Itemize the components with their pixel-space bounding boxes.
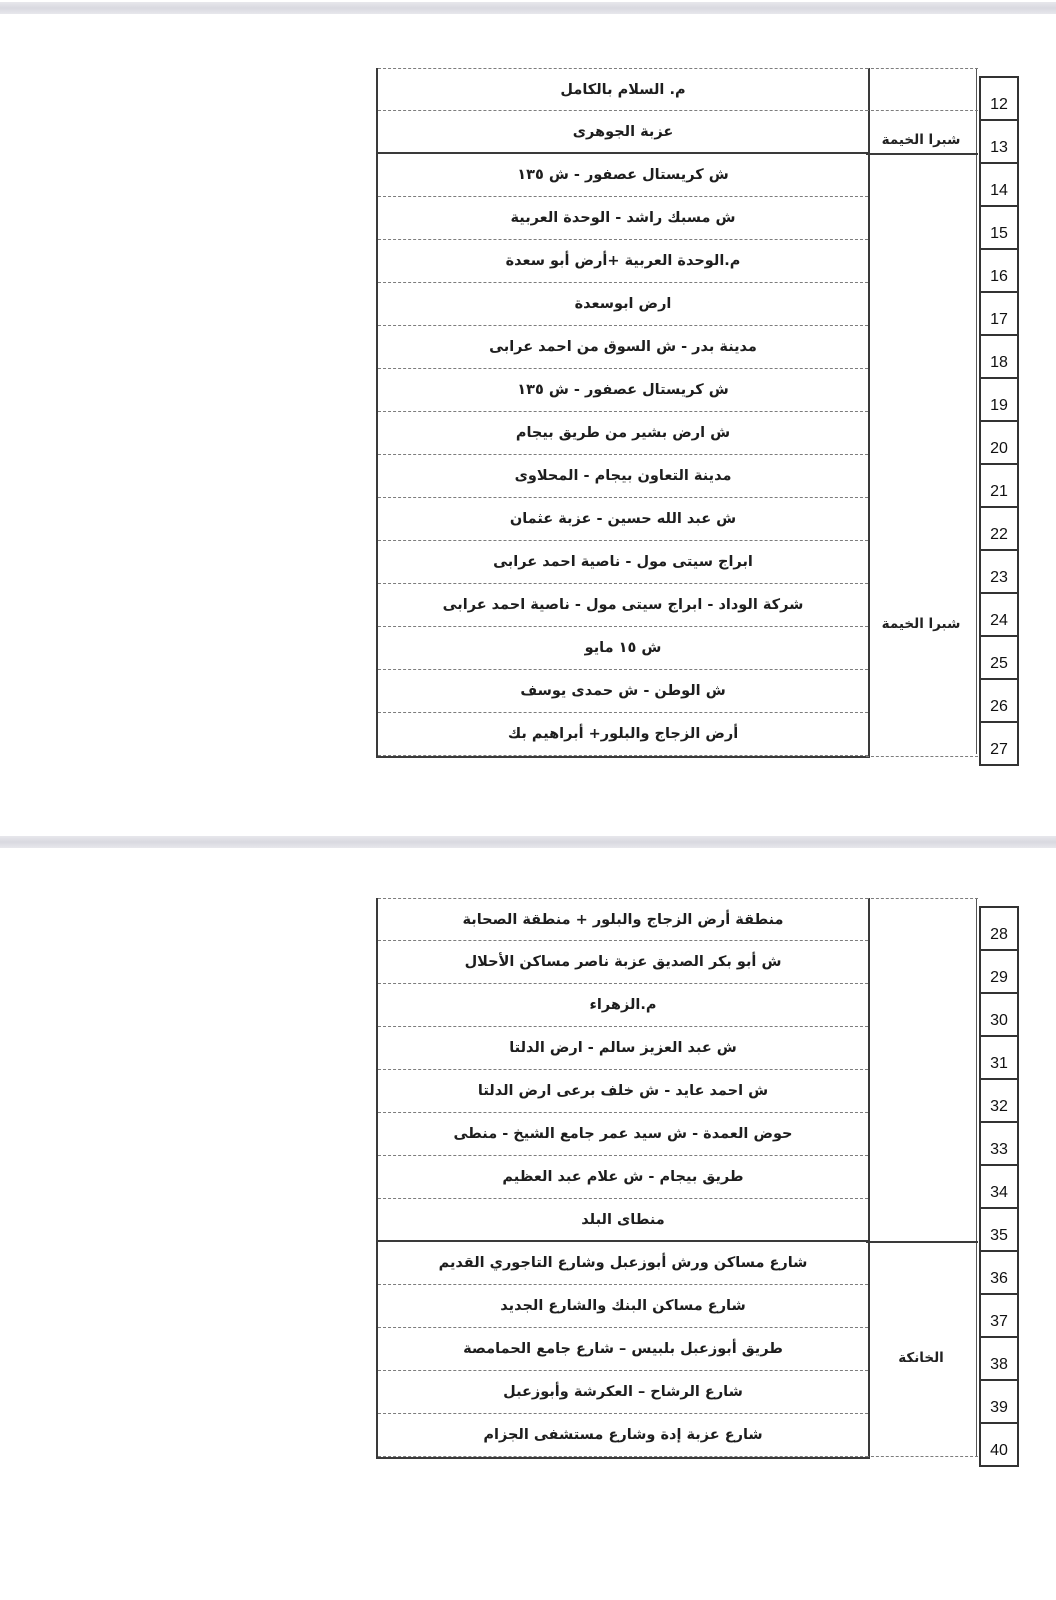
row-number: 39 — [981, 1379, 1017, 1422]
row-divider — [866, 1456, 978, 1457]
table-row-street: طريق بيجام - ش علام عبد العظيم — [378, 1156, 868, 1199]
table-row-street: ش مسبك راشد - الوحدة العربية — [378, 197, 868, 240]
row-number: 20 — [981, 420, 1017, 463]
row-number: 29 — [981, 949, 1017, 992]
row-number: 30 — [981, 992, 1017, 1035]
district-label: شبرا الخيمة — [881, 616, 961, 632]
table-row-street: ش الوطن - ش حمدى يوسف — [378, 670, 868, 713]
district-label: شبرا الخيمة — [881, 132, 961, 148]
row-divider — [866, 756, 978, 757]
table-row-street: شارع الرشاح – العكرشة وأبوزعبل — [378, 1371, 868, 1414]
table-row-street: منطاى البلد — [378, 1199, 868, 1242]
row-number: 18 — [981, 334, 1017, 377]
table-row-street: طريق أبوزعبل بلبيس – شارع جامع الحمامصة — [378, 1328, 868, 1371]
row-divider — [866, 68, 978, 69]
table-row-street: ش احمد عايد - ش خلف برعى ارض الدلتا — [378, 1070, 868, 1113]
table-row-street: ش كريستال عصفور - ش ١٣٥ — [378, 369, 868, 412]
table-row-street: ش عبد العزيز سالم - ارض الدلتا — [378, 1027, 868, 1070]
row-number: 22 — [981, 506, 1017, 549]
row-number: 37 — [981, 1293, 1017, 1336]
row-number: 35 — [981, 1207, 1017, 1250]
table-row-street: مدينة بدر - ش السوق من احمد عرابى — [378, 326, 868, 369]
table-row-street: مدينة التعاون بيجام - المحلاوى — [378, 455, 868, 498]
table-row-street: عزبة الجوهرى — [378, 111, 868, 154]
row-number: 28 — [981, 906, 1017, 949]
table-row-street: ش أبو بكر الصديق عزبة ناصر مساكن الأحلال — [378, 941, 868, 984]
row-number: 33 — [981, 1121, 1017, 1164]
number-column — [979, 906, 1019, 1467]
top-edge-bar — [0, 2, 1056, 14]
row-number: 26 — [981, 678, 1017, 721]
table-row-street: شارع مساكن ورش أبوزعبل وشارع التاجوري القديم — [378, 1242, 868, 1285]
number-column — [979, 76, 1019, 766]
page-separator — [0, 836, 1056, 848]
row-number: 17 — [981, 291, 1017, 334]
table-row-street: منطقة أرض الزجاج والبلور + منطقة الصحابة — [378, 898, 868, 941]
row-number: 21 — [981, 463, 1017, 506]
district-column — [866, 898, 977, 1456]
row-number: 14 — [981, 162, 1017, 205]
row-number: 13 — [981, 119, 1017, 162]
table-row-street: شركة الوداد - ابراج سيتى مول - ناصية احمد عرابى — [378, 584, 868, 627]
table-row-street: م.الزهراء — [378, 984, 868, 1027]
table-row-street: ابراج سيتى مول - ناصية احمد عرابى — [378, 541, 868, 584]
row-number: 27 — [981, 721, 1017, 764]
row-number: 31 — [981, 1035, 1017, 1078]
row-divider — [866, 153, 978, 155]
table-row-street: ارض ابوسعدة — [378, 283, 868, 326]
row-number: 23 — [981, 549, 1017, 592]
table-row-street: حوض العمدة - ش سيد عمر جامع الشيخ - منطى — [378, 1113, 868, 1156]
row-number: 36 — [981, 1250, 1017, 1293]
street-column — [376, 898, 870, 1459]
row-divider — [866, 898, 978, 899]
table-row-street: شارع عزبة إدة وشارع مستشفى الجزام — [378, 1414, 868, 1457]
table-row-street: شارع مساكن البنك والشارع الجديد — [378, 1285, 868, 1328]
row-number: 24 — [981, 592, 1017, 635]
table-sheet-2 — [376, 898, 1016, 1458]
row-number: 38 — [981, 1336, 1017, 1379]
row-number: 15 — [981, 205, 1017, 248]
district-label: الخانكة — [898, 1350, 944, 1366]
row-divider — [866, 1241, 978, 1243]
table-sheet-1 — [376, 68, 1016, 758]
row-number: 34 — [981, 1164, 1017, 1207]
table-row-street: ش ارض بشير من طريق بيجام — [378, 412, 868, 455]
street-column — [376, 68, 870, 758]
table-row-street: م.الوحدة العربية +أرض أبو سعدة — [378, 240, 868, 283]
table-row-street: ش ١٥ مايو — [378, 627, 868, 670]
row-number: 19 — [981, 377, 1017, 420]
row-number: 25 — [981, 635, 1017, 678]
row-number: 40 — [981, 1422, 1017, 1465]
row-number: 32 — [981, 1078, 1017, 1121]
table-row-street: م. السلام بالكامل — [378, 68, 868, 111]
table-row-street: أرض الزجاج والبلور+ أبراهيم بك — [378, 713, 868, 756]
table-row-street: ش كريستال عصفور - ش ١٣٥ — [378, 154, 868, 197]
table-row-street: ش عبد الله حسين - عزبة عثمان — [378, 498, 868, 541]
row-number: 16 — [981, 248, 1017, 291]
row-number: 12 — [981, 76, 1017, 119]
row-divider — [866, 110, 978, 111]
district-column — [866, 68, 977, 754]
